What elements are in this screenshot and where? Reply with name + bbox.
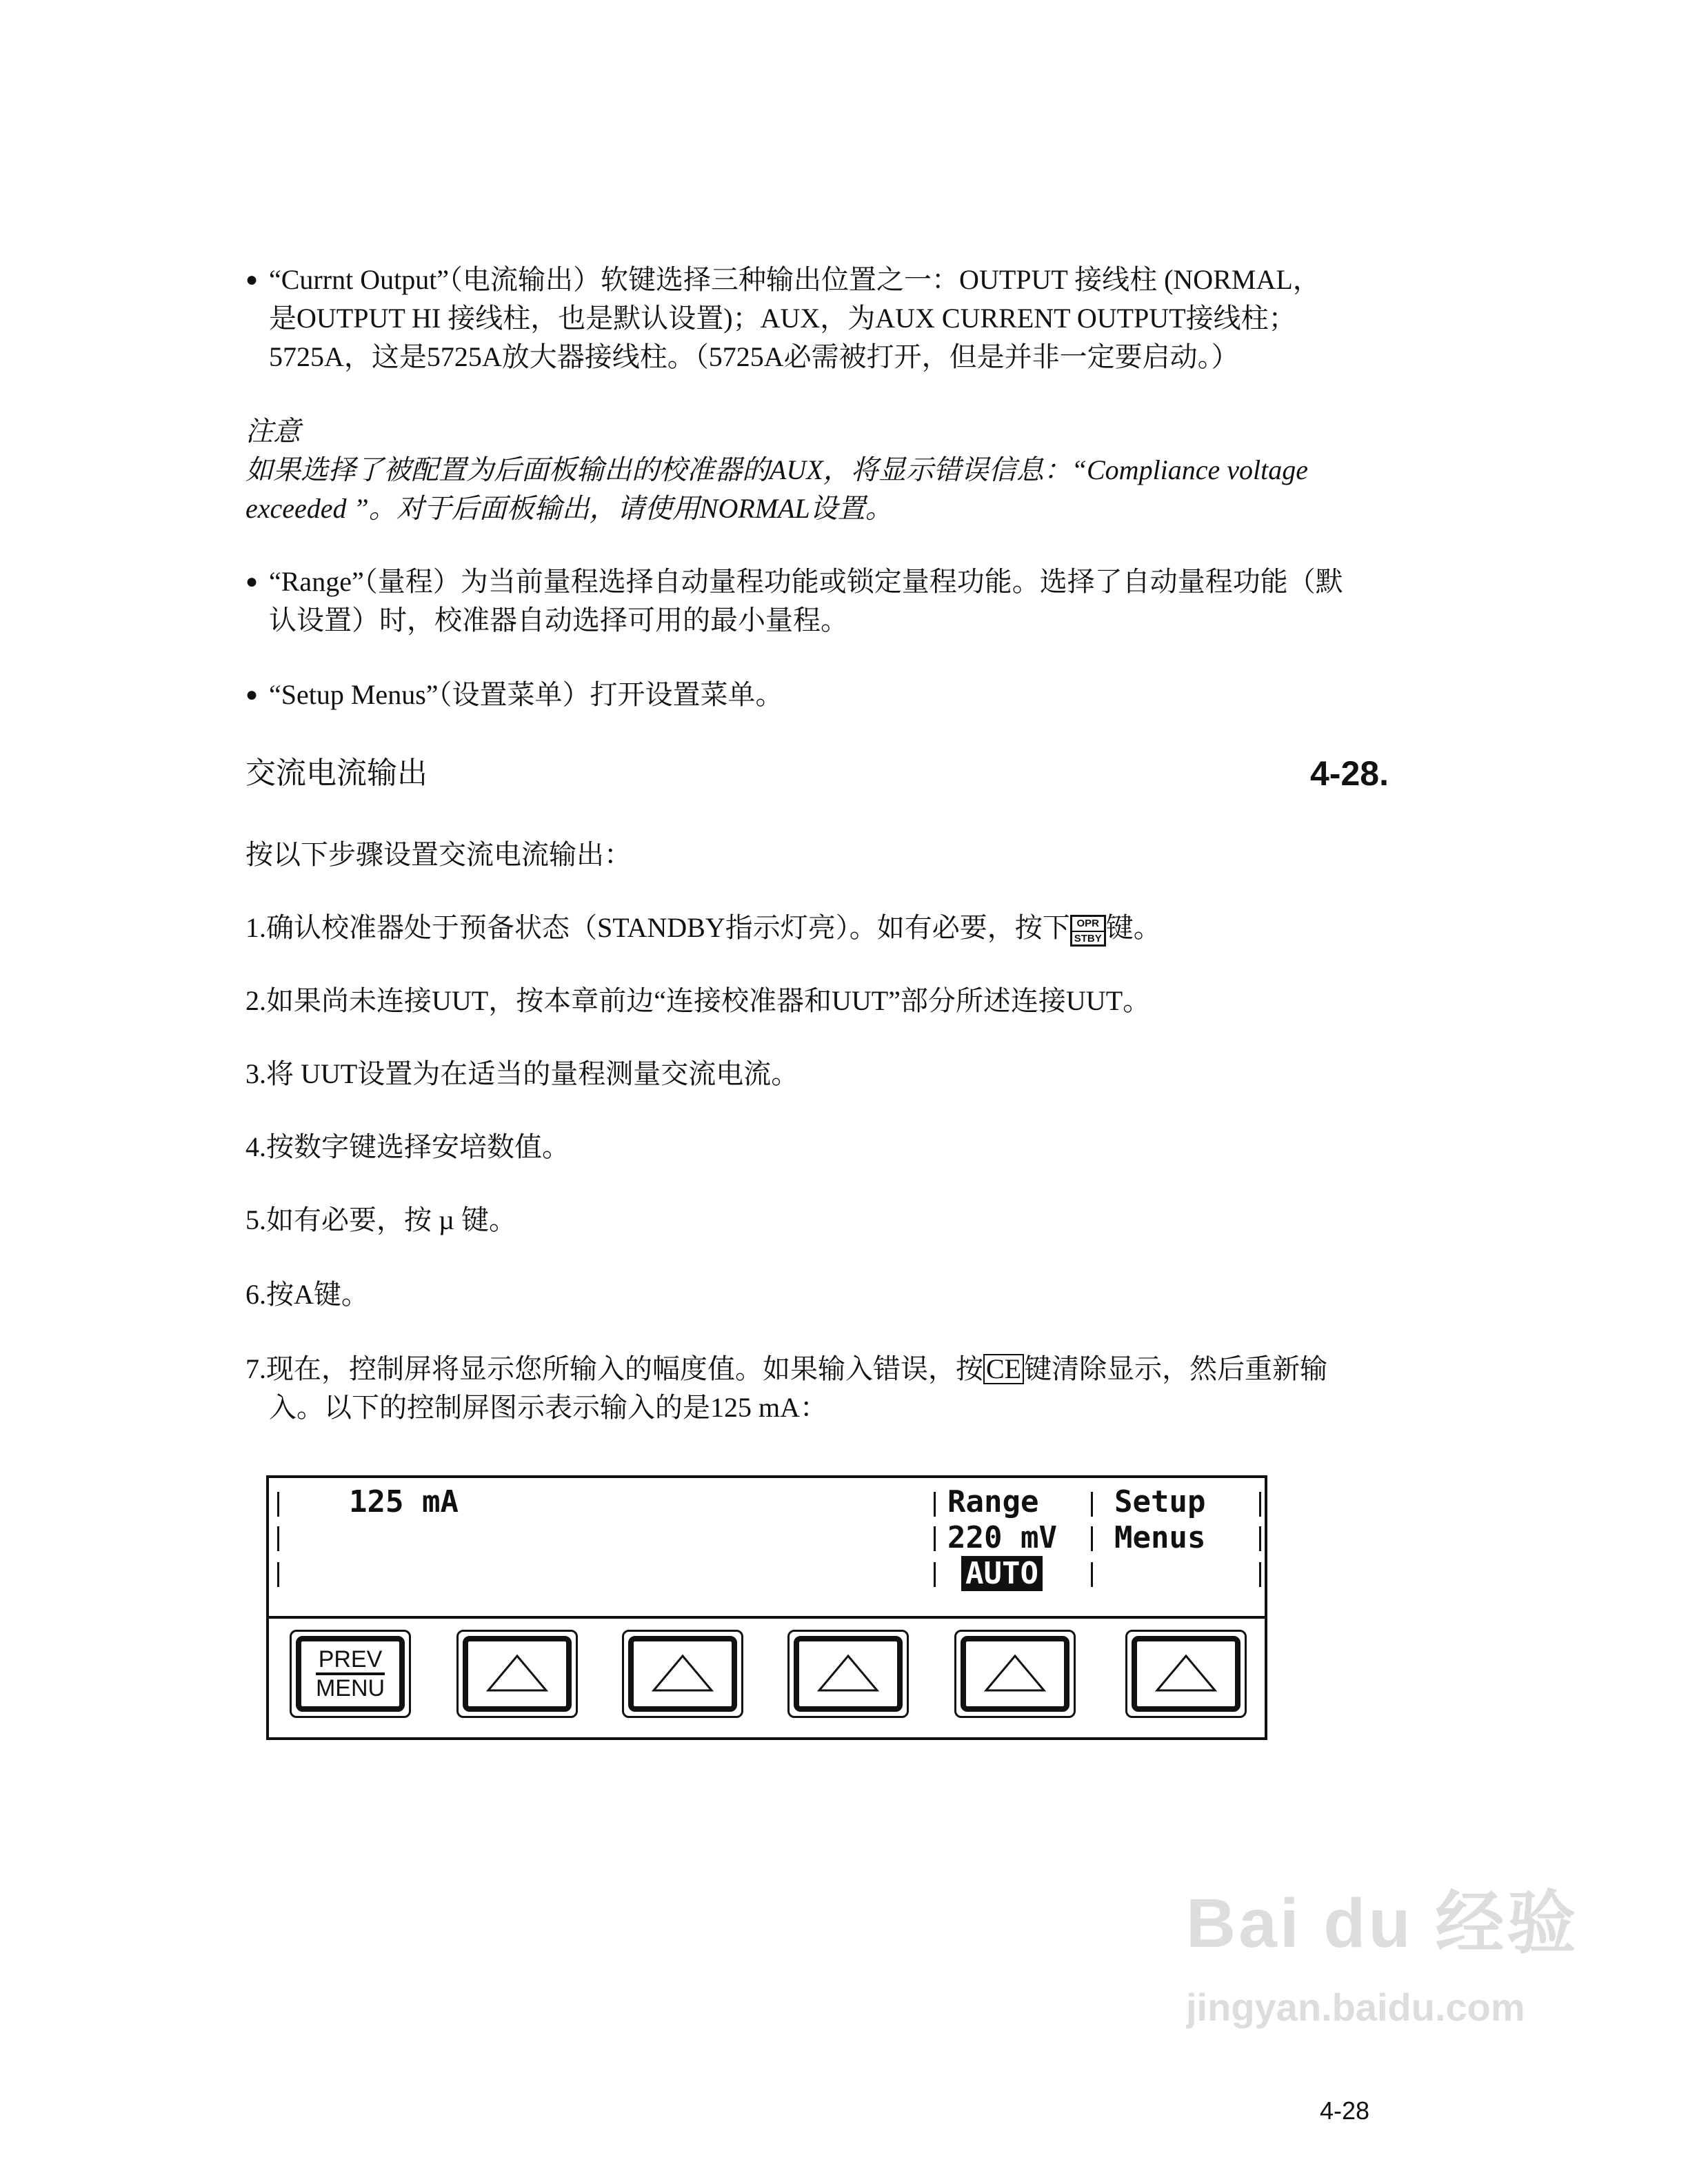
- bullet2-line2: 认设置）时，校准器自动选择可用的最小量程。: [269, 605, 848, 636]
- triangle-up-icon: [814, 1653, 883, 1695]
- softkey-3[interactable]: [787, 1630, 909, 1718]
- bullet3-line1: “Setup Menus”（设置菜单）打开设置菜单。: [269, 679, 783, 710]
- baidu-watermark-logo: Bai du 经验: [1186, 1885, 1579, 1962]
- bullet1-line2: 是OUTPUT HI 接线柱，也是默认设置)；AUX，为AUX CURRENT OUTPUT接线柱；: [269, 303, 1296, 334]
- section-title: 交流电流输出: [245, 756, 428, 790]
- output-value: 125 mA: [349, 1484, 459, 1519]
- step-7-text: 7.现在，控制屏将显示您所输入的幅度值。如果输入错误，按: [245, 1353, 983, 1384]
- step-1-tail: 键。: [1105, 912, 1161, 943]
- lcd-display: [269, 1478, 1265, 1619]
- step-7-tail: 键清除显示，然后重新输: [1024, 1353, 1328, 1384]
- intro-text: 按以下步骤设置交流电流输出：: [245, 839, 632, 870]
- note-line2: exceeded ”。对于后面板输出，请使用NORMAL设置。: [245, 493, 893, 524]
- triangle-up-icon: [648, 1653, 717, 1695]
- bullet1-line1: “Currnt Output”（电流输出）软键选择三种输出位置之一：OUTPUT 接线柱 (NORMAL，: [269, 264, 1320, 295]
- softkey-2[interactable]: [622, 1630, 743, 1718]
- setup-label: Setup: [1114, 1484, 1206, 1519]
- baidu-watermark-url: jingyan.baidu.com: [1186, 1985, 1525, 2029]
- step-5: 5.如有必要，按 µ 键。: [245, 1204, 517, 1235]
- note-title: 注意: [245, 416, 301, 447]
- range-value: 220 mV: [947, 1520, 1057, 1555]
- ce-key-icon: CE: [983, 1354, 1024, 1384]
- step-6: 6.按A键。: [245, 1279, 369, 1310]
- page-number: 4-28: [1320, 2096, 1370, 2125]
- setup-label-2: Menus: [1114, 1520, 1206, 1555]
- step-2: 2.如果尚未连接UUT，按本章前边“连接校准器和UUT”部分所述连接UUT。: [245, 985, 1151, 1016]
- bullet: ●: [245, 570, 259, 593]
- bullet: ●: [245, 268, 259, 291]
- triangle-up-icon: [483, 1653, 552, 1695]
- softkey-range[interactable]: [954, 1630, 1076, 1718]
- bullet: ●: [245, 683, 259, 706]
- opr-stby-key-icon: OPR STBY: [1070, 915, 1106, 947]
- step-4: 4.按数字键选择安培数值。: [245, 1131, 570, 1162]
- bullet1-line3: 5725A，这是5725A放大器接线柱。（5725A必需被打开，但是并非一定要启动。）: [269, 341, 1239, 372]
- step-7: [245, 1350, 1327, 1388]
- step-1-text: 1.确认校准器处于预备状态（STANDBY指示灯亮）。如有必要，按下: [245, 912, 1070, 943]
- step-1: [245, 909, 1161, 947]
- triangle-up-icon: [1152, 1653, 1220, 1695]
- softkey-1[interactable]: [456, 1630, 578, 1718]
- triangle-up-icon: [981, 1653, 1049, 1695]
- range-auto-badge: AUTO: [961, 1556, 1043, 1591]
- step-3: 3.将 UUT设置为在适当的量程测量交流电流。: [245, 1058, 799, 1089]
- prev-menu-button[interactable]: PREV MENU: [290, 1630, 411, 1718]
- step-7-line2: 入。以下的控制屏图示表示输入的是125 mA：: [269, 1392, 827, 1423]
- control-display-panel: [266, 1475, 1267, 1740]
- bullet2-line1: “Range”（量程）为当前量程选择自动量程功能或锁定量程功能。选择了自动量程功能（默: [269, 566, 1343, 597]
- range-label: Range: [947, 1484, 1039, 1519]
- softkey-setup[interactable]: [1125, 1630, 1247, 1718]
- note-line1: 如果选择了被配置为后面板输出的校准器的AUX，将显示错误信息：“Compliance voltage: [245, 454, 1309, 485]
- section-number: 4-28.: [1310, 754, 1389, 793]
